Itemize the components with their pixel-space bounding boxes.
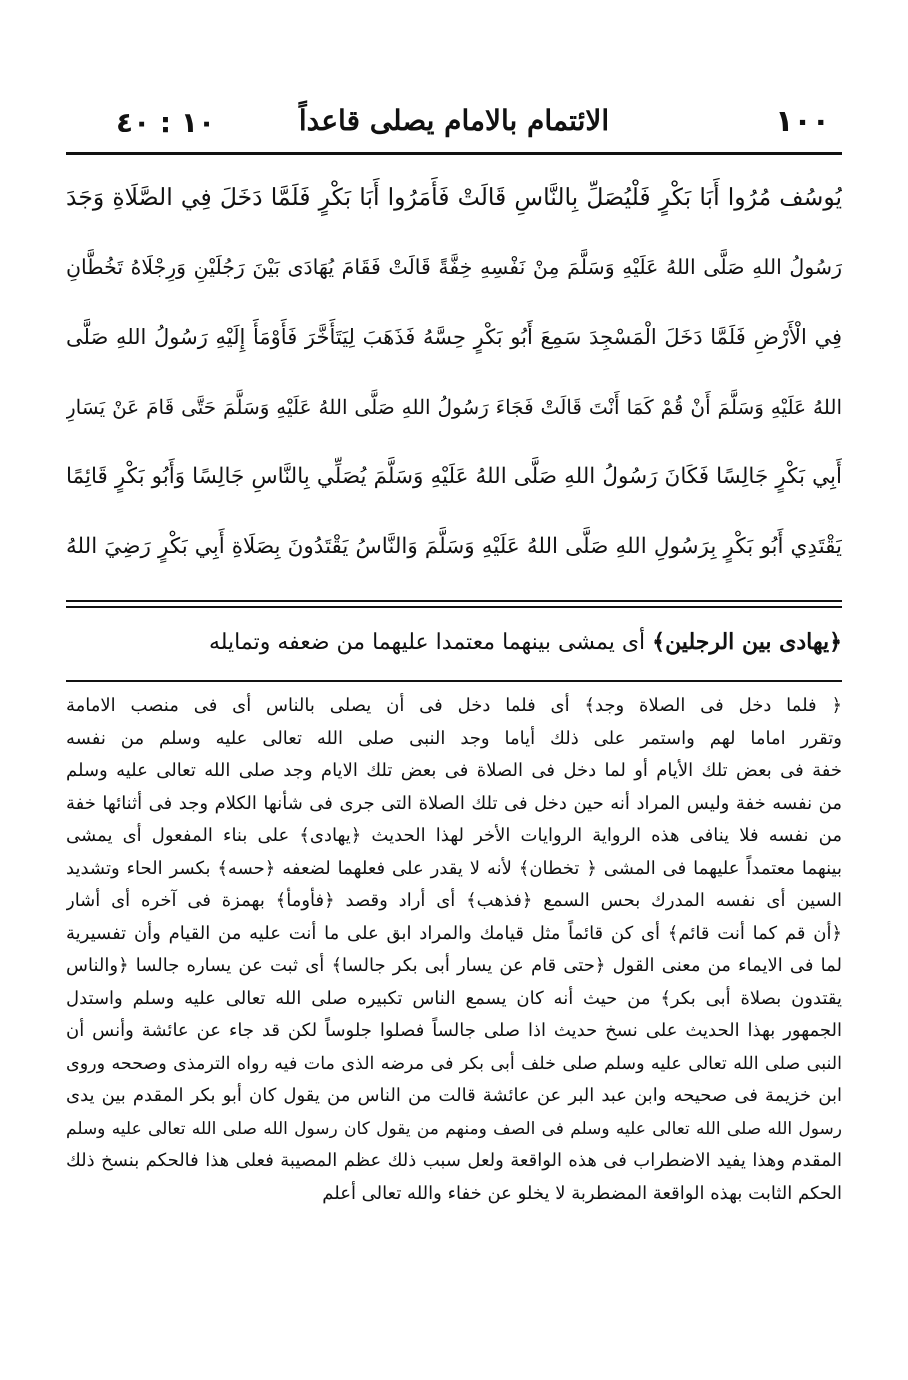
gloss-quote: ﴿يهادى بين الرجلين﴾ (652, 629, 842, 655)
hadith-line: فِي الْأَرْضِ فَلَمَّا دَخَلَ الْمَسْجِدَ سَمِعَ أَبُو بَكْرٍ حِسَّهُ فَذَهَبَ لِيَتَأَخَّرَ فَأَوْمَأَ إِلَيْهِ رَسُولُ اللهِ صَلَّى (66, 325, 842, 349)
hadith-line: اللهُ عَلَيْهِ وَسَلَّمَ أَنْ قُمْ كَمَا أَنْتَ قَالَتْ فَجَاءَ رَسُولُ اللهِ صَلَّى اللهُ عَلَيْهِ وَسَلَّمَ حَتَّى قَامَ عَنْ يَسَارِ (66, 395, 842, 419)
commentary-line: ﴿أن قم كما أنت قائم﴾ أى كن قائماً مثل قيامك والمراد ابق على ما أنت عليه من القيام وأن تفسيرية (66, 922, 842, 944)
hadith-reference: ١٠ : ٤٠ (116, 106, 216, 139)
commentary-line: ﴿ فلما دخل فى الصلاة وجد﴾ أى فلما دخل فى أن يصلى بالناس أى فى منصب الامامة (66, 695, 842, 716)
double-rule-top (66, 600, 842, 602)
commentary-line: وتقرر اماما لهم واستمر على ذلك أياما وجد النبى صلى الله تعالى عليه وسلم من نفسه (66, 727, 842, 749)
double-rule-bottom (66, 606, 842, 608)
commentary-line: المقدم وهذا يفيد الاضطراب فى هذه الواقعة ولعل سبب ذلك عظم المصيبة فعلى هذا فالحكم بنسخ ذلك (66, 1150, 842, 1171)
hadith-line: يُوسُف مُرُوا أَبَا بَكْرٍ فَلْيُصَلِّ بِالنَّاسِ قَالَتْ فَأَمَرُوا أَبَا بَكْرٍ فَلَمَّا دَخَلَ فِي الصَّلَاةِ وَجَدَ (66, 183, 842, 211)
page-header (66, 100, 842, 148)
commentary-line: يقتدون بصلاة أبى بكر﴾ من حيث أنه كان يسمع الناس تكبيره صلى الله تعالى عليه وسلم واستدل (66, 987, 842, 1009)
header-rule (66, 152, 842, 155)
commentary (66, 690, 842, 1210)
page-number: ١٠٠ (775, 104, 830, 139)
hadith-line: يَقْتَدِي أَبُو بَكْرٍ بِرَسُولِ اللهِ صَلَّى اللهُ عَلَيْهِ وَسَلَّمَ وَالنَّاسُ يَقْتَدُونَ بِصَلَاةِ أَبِي بَكْرٍ رَضِيَ اللهُ (66, 534, 842, 559)
commentary-line: النبى صلى الله تعالى عليه وسلم صلى خلف أبى بكر فى مرضه الذى مات فيه رواه الترمذى وصححه وروى (66, 1053, 842, 1074)
commentary-line: من نفسه فلا ينافى هذه الرواية الروايات الأخر لهذا الحديث ﴿يهادى﴾ على بناء المفعول أى يمشى (66, 825, 842, 846)
commentary-rule (66, 680, 842, 682)
hadith-line: رَسُولُ اللهِ صَلَّى اللهُ عَلَيْهِ وَسَلَّمَ مِنْ نَفْسِهِ خِفَّةً قَالَتْ فَقَامَ يُهَادَى بَيْنَ رَجُلَيْنِ وَرِجْلَاهُ تَخُطَّانِ (66, 255, 842, 279)
commentary-line: من نفسه خفة وليس المراد أنه حين دخل فى تلك الصلاة التى جرى فى شأنها الكلام وجد فى أثنائها خفة (66, 792, 842, 814)
commentary-line: خفة فى بعض تلك الأيام أو لما دخل فى الصلاة فى بعض تلك الايام وجد صلى الله تعالى عليه وسلم (66, 760, 842, 781)
commentary-line: ابن خزيمة فى صحيحه وابن عبد البر عن عائشة قالت من الناس من يقول كان أبو بكر المقدم بين يدى (66, 1085, 842, 1106)
gloss-note (66, 612, 842, 672)
commentary-line: الجمهور بهذا الحديث على نسخ حديث اذا صلى جالساً فصلوا جلوساً لكن قد جاء عن عائشة وأنس أن (66, 1020, 842, 1041)
commentary-line: لما فى الايماء من معنى القول ﴿حتى قام عن يسار أبى بكر جالسا﴾ أى ثبت عن يساره جالسا ﴿والناس (66, 955, 842, 976)
hadith-text (66, 162, 842, 582)
running-title: الائتمام بالامام يصلى قاعداً (298, 104, 610, 137)
commentary-line: بينهما معتمداً عليهما فى المشى ﴿ تخطان﴾ لأنه لا يقدر على فعلهما لضعفه ﴿حسه﴾ بكسر الحاء وتشديد (66, 857, 842, 879)
commentary-line: الحكم الثابت بهذه الواقعة المضطربة لا يخلو عن خفاء والله تعالى أعلم (322, 1182, 842, 1204)
gloss-text: أى يمشى بينهما معتمدا عليهما من ضعفه وتمايله (208, 630, 653, 655)
commentary-line: السين أى نفسه المدرك بحس السمع ﴿فذهب﴾ أى أراد وقصد ﴿فأومأ﴾ بهمزة فى آخره أى أشار (66, 890, 842, 911)
hadith-line: أَبِي بَكْرٍ جَالِسًا فَكَانَ رَسُولُ اللهِ صَلَّى اللهُ عَلَيْهِ وَسَلَّمَ يُصَلِّي بِالنَّاسِ جَالِسًا وَأَبُو بَكْرٍ قَائِمًا (66, 464, 842, 489)
commentary-line: رسول الله صلى الله تعالى عليه وسلم فى الصف ومنهم من يقول كان رسول الله صلى الله تعالى عليه وسلم (66, 1118, 842, 1139)
